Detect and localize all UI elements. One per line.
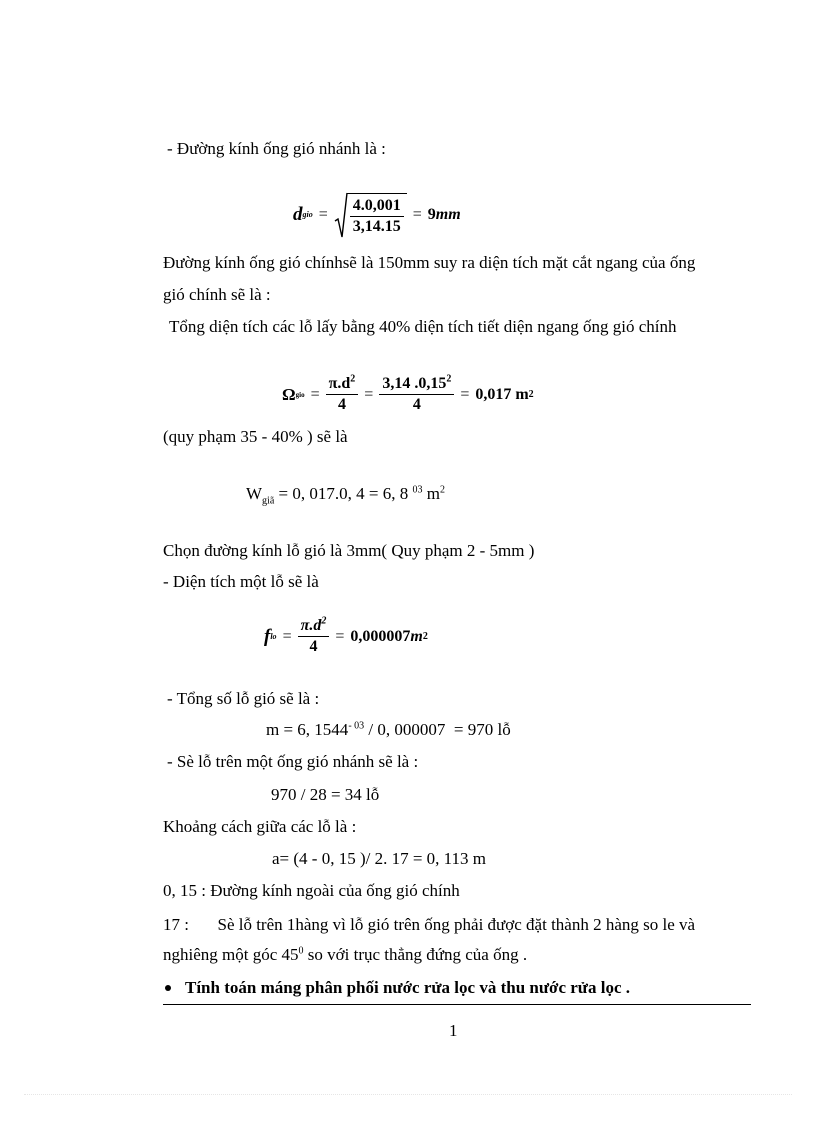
equation-d-gio: d gio = $\frac{4.0,001}{3,14.15}$ = 9 mm: [293, 191, 461, 239]
eq1-rhs-unit: mm: [435, 206, 461, 223]
eq4-num: π.d: [300, 617, 322, 634]
eq1-sqrt: [334, 191, 407, 239]
sqrt-icon: [334, 191, 348, 239]
page-edge-dots: [24, 1094, 792, 1095]
note17-text: Sè lỗ trên 1hàng vì lỗ gió trên ống phải được đặt thành 2 hàng so le và: [217, 915, 696, 934]
eq2-num1: π.d: [328, 375, 351, 392]
text-line-chon-duong-kinh: Chọn đường kính lỗ gió là 3mm( Quy phạm 2 - 5mm ): [163, 541, 535, 560]
eq2-num1-exp: 2: [350, 373, 356, 385]
eq4-unit: m: [410, 627, 423, 645]
eq3-rhs: = 0, 017.0, 4 = 6, 8: [278, 484, 409, 503]
equation-f-lo: f lo = $\frac{\pi.d^2}{4}$ = 0,000007 m 2: [264, 615, 428, 655]
text-line-khoang-cach: Khoảng cách giữa các lỗ là :: [163, 817, 357, 836]
eq5-b: / 0, 000007: [368, 720, 446, 739]
bullet-icon: [165, 985, 171, 991]
eq4-num-exp: 2: [321, 615, 327, 627]
eq4-lhs: f: [264, 625, 271, 647]
note17-label: 17 :: [163, 915, 189, 934]
text-line-so-lo-nhanh: - Sè lỗ trên một ống gió nhánh sẽ là :: [167, 752, 419, 771]
text-line-gio-chinh: gió chính sẽ là :: [163, 285, 271, 304]
eq5-a: m = 6, 1544: [266, 720, 349, 739]
text-line-nghieng: [163, 945, 527, 965]
equation-omega: Ω gio = $\frac{\pi.d^2}{4}$ = $\frac{3,14 .0,15^2}{4}$ = 0,017 m 2: [282, 373, 534, 413]
eq1-numerator: 4.0,001: [350, 196, 404, 217]
text-line-970-28: 970 / 28 = 34 lỗ: [271, 785, 380, 804]
text-line-a-equation: a= (4 - 0, 15 )/ 2. 17 = 0, 113 m: [272, 849, 487, 868]
bullet-heading-text: Tính toán máng phân phối nước rửa lọc và thu nước rửa lọc .: [185, 978, 631, 997]
eq2-unit: m: [515, 385, 529, 403]
text-line-quy-pham: (quy phạm 35 - 40% ) sẽ là: [163, 427, 348, 446]
text-line-17: [163, 915, 695, 935]
eq3-lhs: W: [246, 484, 263, 503]
eq4-den: 4: [309, 638, 318, 655]
equation-m: [266, 720, 511, 740]
text-line-duong-kinh-nhanh: - Đường kính ống gió nhánh là :: [167, 139, 386, 158]
text-line-tong-so-lo: - Tổng số lỗ gió sẽ là :: [167, 689, 320, 708]
nghieng-part1: nghiêng một góc 45: [163, 945, 299, 964]
page-number: 1: [449, 1021, 458, 1040]
text-line-duong-kinh-chinh: Đường kính ống gió chínhsẽ là 150mm suy ra diện tích mặt cắt ngang của ống: [163, 253, 696, 272]
eq1-rhs: 9: [427, 206, 436, 223]
eq4-rhs: 0,000007: [350, 627, 411, 645]
text-line-tong-dien-tich: Tổng diện tích các lỗ lấy bằng 40% diện tích tiết diện ngang ống gió chính: [169, 317, 677, 336]
eq2-den1: 4: [337, 396, 346, 413]
eq2-den2: 4: [412, 396, 421, 413]
eq3-unit-exp: 2: [439, 484, 445, 496]
eq3-exp: 03: [412, 484, 423, 496]
nghieng-part2: so với trục thẳng đứng của ống .: [307, 945, 528, 964]
eq1-lhs: d: [293, 204, 303, 225]
eq5-c: = 970 lỗ: [453, 720, 511, 739]
bullet-heading: [163, 978, 630, 998]
eq2-num2-exp: 2: [446, 373, 452, 385]
footer-divider: [163, 1004, 751, 1005]
text-line-duong-kinh-ngoai: 0, 15 : Đường kính ngoài của ống gió chính: [163, 881, 460, 900]
text-line-dien-tich-mot-lo: - Diện tích một lỗ sẽ là: [163, 572, 319, 591]
eq3-lhs-sub: giã: [262, 495, 275, 507]
eq2-num2: 3,14 .0,15: [382, 375, 447, 392]
eq2-lhs: Ω: [282, 384, 296, 404]
equation-w-gia: [246, 484, 445, 507]
eq5-exp: - 03: [348, 720, 365, 732]
eq2-rhs: 0,017: [475, 385, 512, 403]
eq3-unit: m: [426, 484, 440, 503]
eq1-denominator: 3,14.15: [352, 218, 401, 235]
nghieng-degree: 0: [298, 945, 304, 957]
